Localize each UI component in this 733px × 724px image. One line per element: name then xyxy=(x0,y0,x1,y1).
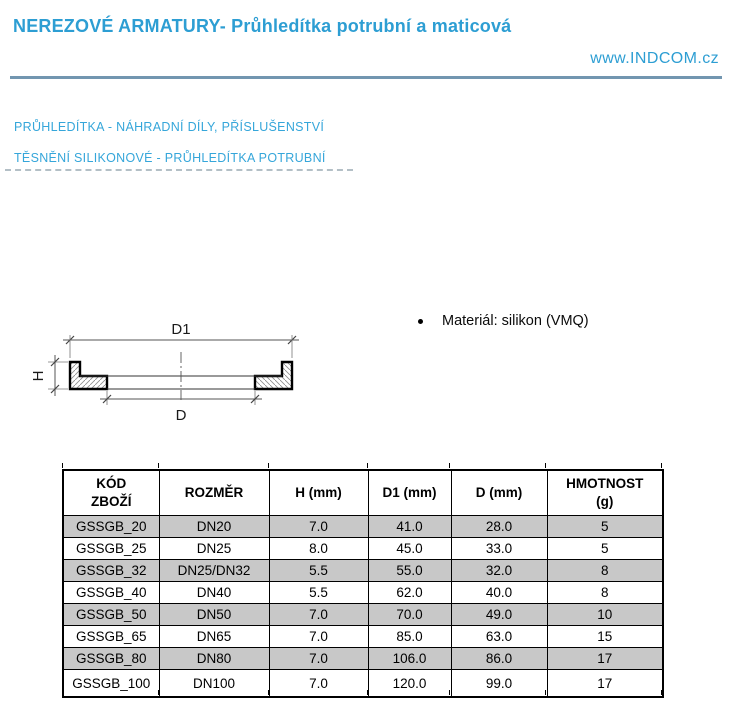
cell-d1: 120.0 xyxy=(368,670,451,698)
column-header-weight: HMOTNOST (g) xyxy=(547,470,663,516)
cell-code: GSSGB_20 xyxy=(63,516,159,538)
cell-size: DN65 xyxy=(159,626,269,648)
cell-code: GSSGB_80 xyxy=(63,648,159,670)
cell-h: 7.0 xyxy=(269,516,368,538)
cell-size: DN100 xyxy=(159,670,269,698)
table-row xyxy=(63,648,663,670)
dim-label-d1: D1 xyxy=(171,321,191,338)
cell-weight: 8 xyxy=(547,582,663,604)
cell-d1: 70.0 xyxy=(368,604,451,626)
cell-code: GSSGB_100 xyxy=(63,670,159,698)
material-bullet-item xyxy=(418,313,589,329)
cell-weight: 17 xyxy=(547,670,663,698)
cell-size: DN50 xyxy=(159,604,269,626)
table-row xyxy=(63,582,663,604)
cell-h: 7.0 xyxy=(269,670,368,698)
cell-d: 86.0 xyxy=(451,648,547,670)
cell-h: 7.0 xyxy=(269,626,368,648)
cell-weight: 5 xyxy=(547,516,663,538)
cell-d: 32.0 xyxy=(451,560,547,582)
cell-d: 28.0 xyxy=(451,516,547,538)
parts-table xyxy=(62,469,664,698)
column-header-code: KÓD ZBOŽÍ xyxy=(63,470,159,516)
column-header-h: H (mm) xyxy=(269,470,368,516)
cell-code: GSSGB_65 xyxy=(63,626,159,648)
cell-h: 7.0 xyxy=(269,604,368,626)
cell-d1: 106.0 xyxy=(368,648,451,670)
table-row xyxy=(63,604,663,626)
material-note: Materiál: silikon (VMQ) xyxy=(442,313,589,329)
cell-d1: 41.0 xyxy=(368,516,451,538)
table-row xyxy=(63,538,663,560)
table-row xyxy=(63,670,663,698)
website-link[interactable]: www.INDCOM.cz xyxy=(590,50,719,67)
cell-d1: 85.0 xyxy=(368,626,451,648)
cell-weight: 8 xyxy=(547,560,663,582)
table-row xyxy=(63,560,663,582)
cell-weight: 10 xyxy=(547,604,663,626)
header-row xyxy=(63,470,663,516)
column-header-size: ROZMĚR xyxy=(159,470,269,516)
cell-d: 63.0 xyxy=(451,626,547,648)
dim-label-d: D xyxy=(175,407,187,424)
cell-size: DN40 xyxy=(159,582,269,604)
bullet-icon xyxy=(418,319,423,324)
cell-d: 99.0 xyxy=(451,670,547,698)
cell-d: 40.0 xyxy=(451,582,547,604)
cell-h: 8.0 xyxy=(269,538,368,560)
header-divider xyxy=(10,76,722,79)
table-row xyxy=(63,626,663,648)
table-row xyxy=(63,516,663,538)
cell-weight: 5 xyxy=(547,538,663,560)
cell-code: GSSGB_50 xyxy=(63,604,159,626)
cell-code: GSSGB_32 xyxy=(63,560,159,582)
cell-h: 5.5 xyxy=(269,582,368,604)
cell-code: GSSGB_40 xyxy=(63,582,159,604)
category-subtitle: PRŮHLEDÍTKA - NÁHRADNÍ DÍLY, PŘÍSLUŠENSTVÍ xyxy=(14,120,325,134)
page-title: NEREZOVÉ ARMATURY- Průhledítka potrubní a maticová xyxy=(13,16,512,36)
cell-d1: 62.0 xyxy=(368,582,451,604)
cell-size: DN25 xyxy=(159,538,269,560)
product-subtitle: TĚSNĚNÍ SILIKONOVÉ - PRŮHLEDÍTKA POTRUBNÍ xyxy=(14,151,326,165)
cell-weight: 17 xyxy=(547,648,663,670)
dim-label-h: H xyxy=(30,370,47,382)
cell-d1: 55.0 xyxy=(368,560,451,582)
dotted-divider xyxy=(5,169,353,171)
cell-size: DN80 xyxy=(159,648,269,670)
cell-d: 49.0 xyxy=(451,604,547,626)
table-header xyxy=(63,470,663,516)
cell-size: DN20 xyxy=(159,516,269,538)
cell-h: 5.5 xyxy=(269,560,368,582)
cell-d1: 45.0 xyxy=(368,538,451,560)
cell-weight: 15 xyxy=(547,626,663,648)
column-header-d: D (mm) xyxy=(451,470,547,516)
cell-code: GSSGB_25 xyxy=(63,538,159,560)
cell-d: 33.0 xyxy=(451,538,547,560)
cell-size: DN25/DN32 xyxy=(159,560,269,582)
column-header-d1: D1 (mm) xyxy=(368,470,451,516)
cell-h: 7.0 xyxy=(269,648,368,670)
dimension-drawing xyxy=(30,310,297,430)
